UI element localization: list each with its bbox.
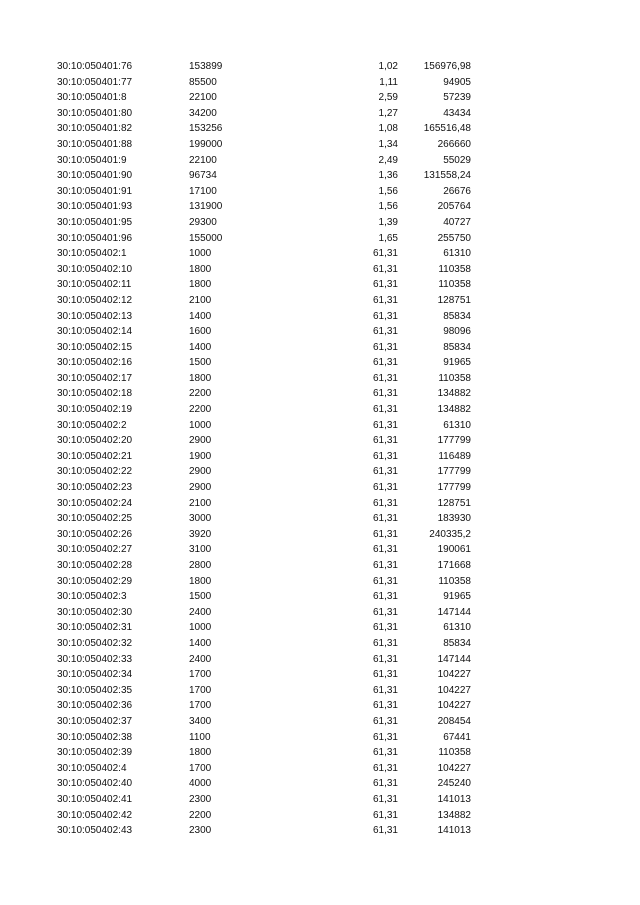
rate-cell: 61,31: [372, 497, 398, 509]
value-cell: 141013: [437, 793, 471, 805]
area-cell: 1800: [189, 575, 212, 587]
value-cell: 266660: [437, 138, 471, 150]
value-cell: 110358: [438, 279, 471, 291]
area-cell: 2400: [189, 653, 212, 665]
table-row: [0, 231, 640, 247]
rate-cell: 61,31: [372, 575, 398, 587]
rate-cell: 61,31: [372, 669, 398, 681]
value-cell: 255750: [437, 232, 471, 244]
value-cell: 61310: [443, 419, 471, 431]
value-cell: 131558,24: [423, 170, 471, 182]
value-cell: 116489: [438, 450, 471, 462]
cadastral-number-cell: 30:10:050401:95: [57, 216, 133, 228]
cadastral-number-cell: 30:10:050401:93: [57, 201, 133, 213]
value-cell: 110358: [438, 575, 471, 587]
value-cell: 177799: [437, 482, 471, 494]
rate-cell: 61,31: [372, 528, 398, 540]
table-row: [0, 199, 640, 215]
area-cell: 1700: [189, 762, 212, 774]
cadastral-number-cell: 30:10:050402:36: [57, 700, 133, 712]
rate-cell: 61,31: [372, 637, 398, 649]
table-row: [0, 620, 640, 636]
area-cell: 2300: [189, 793, 212, 805]
area-cell: 1700: [189, 684, 212, 696]
cadastral-number-cell: 30:10:050401:91: [57, 185, 133, 197]
table-row: [0, 340, 640, 356]
table-row: [0, 324, 640, 340]
value-cell: 67441: [443, 731, 471, 743]
table-row: [0, 418, 640, 434]
table-row: [0, 215, 640, 231]
area-cell: 1800: [189, 747, 212, 759]
value-cell: 134882: [437, 388, 471, 400]
value-cell: 104227: [437, 684, 471, 696]
cadastral-number-cell: 30:10:050401:96: [57, 232, 133, 244]
cadastral-number-cell: 30:10:050402:15: [57, 341, 133, 353]
value-cell: 61310: [443, 248, 471, 260]
table-row: [0, 496, 640, 512]
rate-cell: 61,31: [372, 341, 398, 353]
area-cell: 1400: [189, 310, 212, 322]
rate-cell: 61,31: [372, 404, 398, 416]
rate-cell: 61,31: [372, 700, 398, 712]
area-cell: 1600: [189, 326, 212, 338]
area-cell: 1000: [189, 622, 212, 634]
cadastral-number-cell: 30:10:050402:38: [57, 731, 133, 743]
table-row: [0, 480, 640, 496]
area-cell: 1800: [189, 279, 212, 291]
value-cell: 128751: [437, 497, 471, 509]
area-cell: 2900: [189, 482, 212, 494]
cadastral-number-cell: 30:10:050402:3: [57, 591, 127, 603]
rate-cell: 1,02: [378, 61, 398, 72]
cadastral-number-cell: 30:10:050402:22: [57, 466, 133, 478]
cadastral-number-cell: 30:10:050402:20: [57, 435, 133, 447]
area-cell: 85500: [189, 76, 217, 88]
cadastral-number-cell: 30:10:050401:82: [57, 123, 133, 135]
area-cell: 3100: [189, 544, 212, 556]
rate-cell: 61,31: [372, 388, 398, 400]
rate-cell: 1,56: [378, 201, 398, 213]
rate-cell: 61,31: [372, 684, 398, 696]
rate-cell: 61,31: [372, 419, 398, 431]
area-cell: 1700: [189, 700, 212, 712]
area-cell: 1800: [189, 372, 212, 384]
cadastral-number-cell: 30:10:050402:30: [57, 606, 133, 618]
rate-cell: 61,31: [372, 357, 398, 369]
cadastral-number-cell: 30:10:050402:12: [57, 294, 133, 306]
table-row: [0, 698, 640, 714]
table-row: [0, 542, 640, 558]
value-cell: 85834: [443, 341, 471, 353]
value-cell: 240335,2: [429, 528, 471, 540]
cadastral-number-cell: 30:10:050402:32: [57, 637, 133, 649]
value-cell: 110358: [438, 263, 471, 275]
cadastral-number-cell: 30:10:050402:19: [57, 404, 133, 416]
table-row: [0, 667, 640, 683]
value-cell: 141013: [437, 825, 471, 837]
table-row: [0, 683, 640, 699]
table-row: [0, 574, 640, 590]
table-row: [0, 511, 640, 527]
cadastral-number-cell: 30:10:050401:76: [57, 61, 133, 72]
area-cell: 4000: [189, 778, 212, 790]
table-row: [0, 761, 640, 777]
cadastral-number-cell: 30:10:050402:24: [57, 497, 133, 509]
rate-cell: 1,08: [378, 123, 398, 135]
area-cell: 1900: [189, 450, 212, 462]
cadastral-table: [0, 59, 640, 839]
value-cell: 190061: [437, 544, 471, 556]
table-row: [0, 823, 640, 839]
cadastral-number-cell: 30:10:050402:17: [57, 372, 133, 384]
table-row: [0, 745, 640, 761]
cadastral-number-cell: 30:10:050402:27: [57, 544, 133, 556]
rate-cell: 1,56: [378, 185, 398, 197]
table-row: [0, 652, 640, 668]
area-cell: 2400: [189, 606, 212, 618]
value-cell: 147144: [437, 653, 471, 665]
area-cell: 3400: [189, 715, 212, 727]
rate-cell: 61,31: [372, 731, 398, 743]
value-cell: 183930: [437, 513, 471, 525]
cadastral-number-cell: 30:10:050402:21: [57, 450, 133, 462]
value-cell: 156976,98: [423, 61, 471, 72]
rate-cell: 61,31: [372, 435, 398, 447]
area-cell: 1700: [189, 669, 212, 681]
area-cell: 22100: [189, 154, 217, 166]
cadastral-number-cell: 30:10:050402:2: [57, 419, 127, 431]
rate-cell: 61,31: [372, 263, 398, 275]
area-cell: 153256: [189, 123, 223, 135]
table-row: [0, 355, 640, 371]
value-cell: 208454: [437, 715, 471, 727]
cadastral-number-cell: 30:10:050402:4: [57, 762, 127, 774]
area-cell: 22100: [189, 92, 217, 104]
area-cell: 2900: [189, 435, 212, 447]
cadastral-number-cell: 30:10:050402:37: [57, 715, 133, 727]
value-cell: 165516,48: [423, 123, 471, 135]
area-cell: 131900: [189, 201, 223, 213]
rate-cell: 61,31: [372, 825, 398, 837]
value-cell: 94905: [443, 76, 471, 88]
value-cell: 104227: [437, 762, 471, 774]
cadastral-number-cell: 30:10:050401:8: [57, 92, 127, 104]
area-cell: 96734: [189, 170, 217, 182]
value-cell: 177799: [437, 466, 471, 478]
area-cell: 2300: [189, 825, 212, 837]
rate-cell: 61,31: [372, 372, 398, 384]
cadastral-number-cell: 30:10:050402:1: [57, 248, 127, 260]
table-row: [0, 59, 640, 75]
rate-cell: 61,31: [372, 560, 398, 571]
cadastral-number-cell: 30:10:050401:90: [57, 170, 133, 182]
cadastral-number-cell: 30:10:050402:26: [57, 528, 133, 540]
value-cell: 26676: [443, 185, 471, 197]
area-cell: 2100: [189, 294, 212, 306]
area-cell: 3920: [189, 528, 212, 540]
value-cell: 110358: [438, 372, 471, 384]
table-row: [0, 792, 640, 808]
cadastral-number-cell: 30:10:050401:80: [57, 107, 133, 119]
area-cell: 153899: [189, 61, 223, 72]
cadastral-number-cell: 30:10:050402:18: [57, 388, 133, 400]
value-cell: 147144: [437, 606, 471, 618]
rate-cell: 61,31: [372, 466, 398, 478]
table-row: [0, 714, 640, 730]
table-row: [0, 776, 640, 792]
cadastral-number-cell: 30:10:050402:40: [57, 778, 133, 790]
table-row: [0, 106, 640, 122]
cadastral-number-cell: 30:10:050402:39: [57, 747, 133, 759]
table-row: [0, 589, 640, 605]
table-row: [0, 121, 640, 137]
value-cell: 245240: [437, 778, 471, 790]
table-row: [0, 449, 640, 465]
rate-cell: 61,31: [372, 762, 398, 774]
table-row: [0, 293, 640, 309]
rate-cell: 61,31: [372, 622, 398, 634]
table-row: [0, 730, 640, 746]
table-row: [0, 309, 640, 325]
cadastral-number-cell: 30:10:050402:16: [57, 357, 133, 369]
area-cell: 29300: [189, 216, 217, 228]
table-row: [0, 464, 640, 480]
cadastral-number-cell: 30:10:050402:31: [57, 622, 133, 634]
value-cell: 91965: [443, 591, 471, 603]
value-cell: 171668: [437, 560, 471, 571]
table-row: [0, 75, 640, 91]
area-cell: 2200: [189, 404, 212, 416]
rate-cell: 1,11: [379, 76, 398, 88]
rate-cell: 61,31: [372, 809, 398, 821]
area-cell: 17100: [189, 185, 217, 197]
table-row: [0, 527, 640, 543]
rate-cell: 61,31: [372, 513, 398, 525]
cadastral-number-cell: 30:10:050402:34: [57, 669, 133, 681]
cadastral-number-cell: 30:10:050402:14: [57, 326, 133, 338]
value-cell: 98096: [443, 326, 471, 338]
cadastral-number-cell: 30:10:050402:33: [57, 653, 133, 665]
table-row: [0, 558, 640, 574]
cadastral-number-cell: 30:10:050402:11: [57, 279, 132, 291]
rate-cell: 2,49: [378, 154, 398, 166]
cadastral-number-cell: 30:10:050402:23: [57, 482, 133, 494]
rate-cell: 1,39: [378, 216, 398, 228]
area-cell: 1000: [189, 248, 212, 260]
value-cell: 61310: [443, 622, 471, 634]
rate-cell: 61,31: [372, 294, 398, 306]
value-cell: 85834: [443, 637, 471, 649]
value-cell: 134882: [437, 404, 471, 416]
area-cell: 1500: [189, 591, 212, 603]
table-row: [0, 402, 640, 418]
table-row: [0, 636, 640, 652]
cadastral-number-cell: 30:10:050402:25: [57, 513, 133, 525]
area-cell: 2800: [189, 560, 212, 571]
cadastral-number-cell: 30:10:050402:29: [57, 575, 133, 587]
area-cell: 2200: [189, 388, 212, 400]
value-cell: 40727: [443, 216, 471, 228]
cadastral-number-cell: 30:10:050401:77: [57, 76, 133, 88]
area-cell: 1000: [189, 419, 212, 431]
rate-cell: 61,31: [372, 793, 398, 805]
value-cell: 43434: [443, 107, 471, 119]
area-cell: 1100: [189, 731, 211, 743]
rate-cell: 1,27: [378, 107, 398, 119]
rate-cell: 1,36: [378, 170, 398, 182]
cadastral-number-cell: 30:10:050402:10: [57, 263, 133, 275]
area-cell: 1400: [189, 341, 212, 353]
area-cell: 3000: [189, 513, 212, 525]
rate-cell: 61,31: [372, 606, 398, 618]
value-cell: 177799: [437, 435, 471, 447]
rate-cell: 61,31: [372, 450, 398, 462]
value-cell: 205764: [437, 201, 471, 213]
cadastral-number-cell: 30:10:050402:35: [57, 684, 133, 696]
area-cell: 1400: [189, 637, 212, 649]
rate-cell: 61,31: [372, 747, 398, 759]
cadastral-number-cell: 30:10:050402:13: [57, 310, 133, 322]
table-row: [0, 246, 640, 262]
value-cell: 110358: [438, 747, 471, 759]
area-cell: 2900: [189, 466, 212, 478]
area-cell: 2200: [189, 809, 212, 821]
rate-cell: 61,31: [372, 591, 398, 603]
table-row: [0, 386, 640, 402]
cadastral-number-cell: 30:10:050401:9: [57, 154, 127, 166]
table-row: [0, 153, 640, 169]
table-row: [0, 605, 640, 621]
rate-cell: 1,65: [378, 232, 398, 244]
cadastral-number-cell: 30:10:050402:43: [57, 825, 133, 837]
cadastral-number-cell: 30:10:050401:88: [57, 138, 133, 150]
table-row: [0, 277, 640, 293]
rate-cell: 61,31: [372, 715, 398, 727]
value-cell: 104227: [437, 669, 471, 681]
table-row: [0, 808, 640, 824]
rate-cell: 61,31: [372, 653, 398, 665]
table-row: [0, 433, 640, 449]
rate-cell: 61,31: [372, 326, 398, 338]
rate-cell: 1,34: [378, 138, 398, 150]
rate-cell: 61,31: [372, 544, 398, 556]
value-cell: 134882: [437, 809, 471, 821]
rate-cell: 61,31: [372, 778, 398, 790]
rate-cell: 61,31: [372, 310, 398, 322]
area-cell: 155000: [189, 232, 223, 244]
rate-cell: 2,59: [378, 92, 398, 104]
value-cell: 128751: [437, 294, 471, 306]
area-cell: 34200: [189, 107, 217, 119]
table-row: [0, 371, 640, 387]
value-cell: 104227: [437, 700, 471, 712]
rate-cell: 61,31: [372, 279, 398, 291]
table-row: [0, 137, 640, 153]
rate-cell: 61,31: [372, 482, 398, 494]
cadastral-number-cell: 30:10:050402:28: [57, 560, 133, 571]
area-cell: 1800: [189, 263, 212, 275]
table-row: [0, 184, 640, 200]
value-cell: 55029: [443, 154, 471, 166]
area-cell: 199000: [189, 138, 223, 150]
cadastral-number-cell: 30:10:050402:41: [57, 793, 133, 805]
table-row: [0, 168, 640, 184]
value-cell: 57239: [443, 92, 471, 104]
rate-cell: 61,31: [372, 248, 398, 260]
table-row: [0, 90, 640, 106]
table-row: [0, 262, 640, 278]
area-cell: 1500: [189, 357, 212, 369]
value-cell: 85834: [443, 310, 471, 322]
cadastral-number-cell: 30:10:050402:42: [57, 809, 133, 821]
value-cell: 91965: [443, 357, 471, 369]
area-cell: 2100: [189, 497, 212, 509]
